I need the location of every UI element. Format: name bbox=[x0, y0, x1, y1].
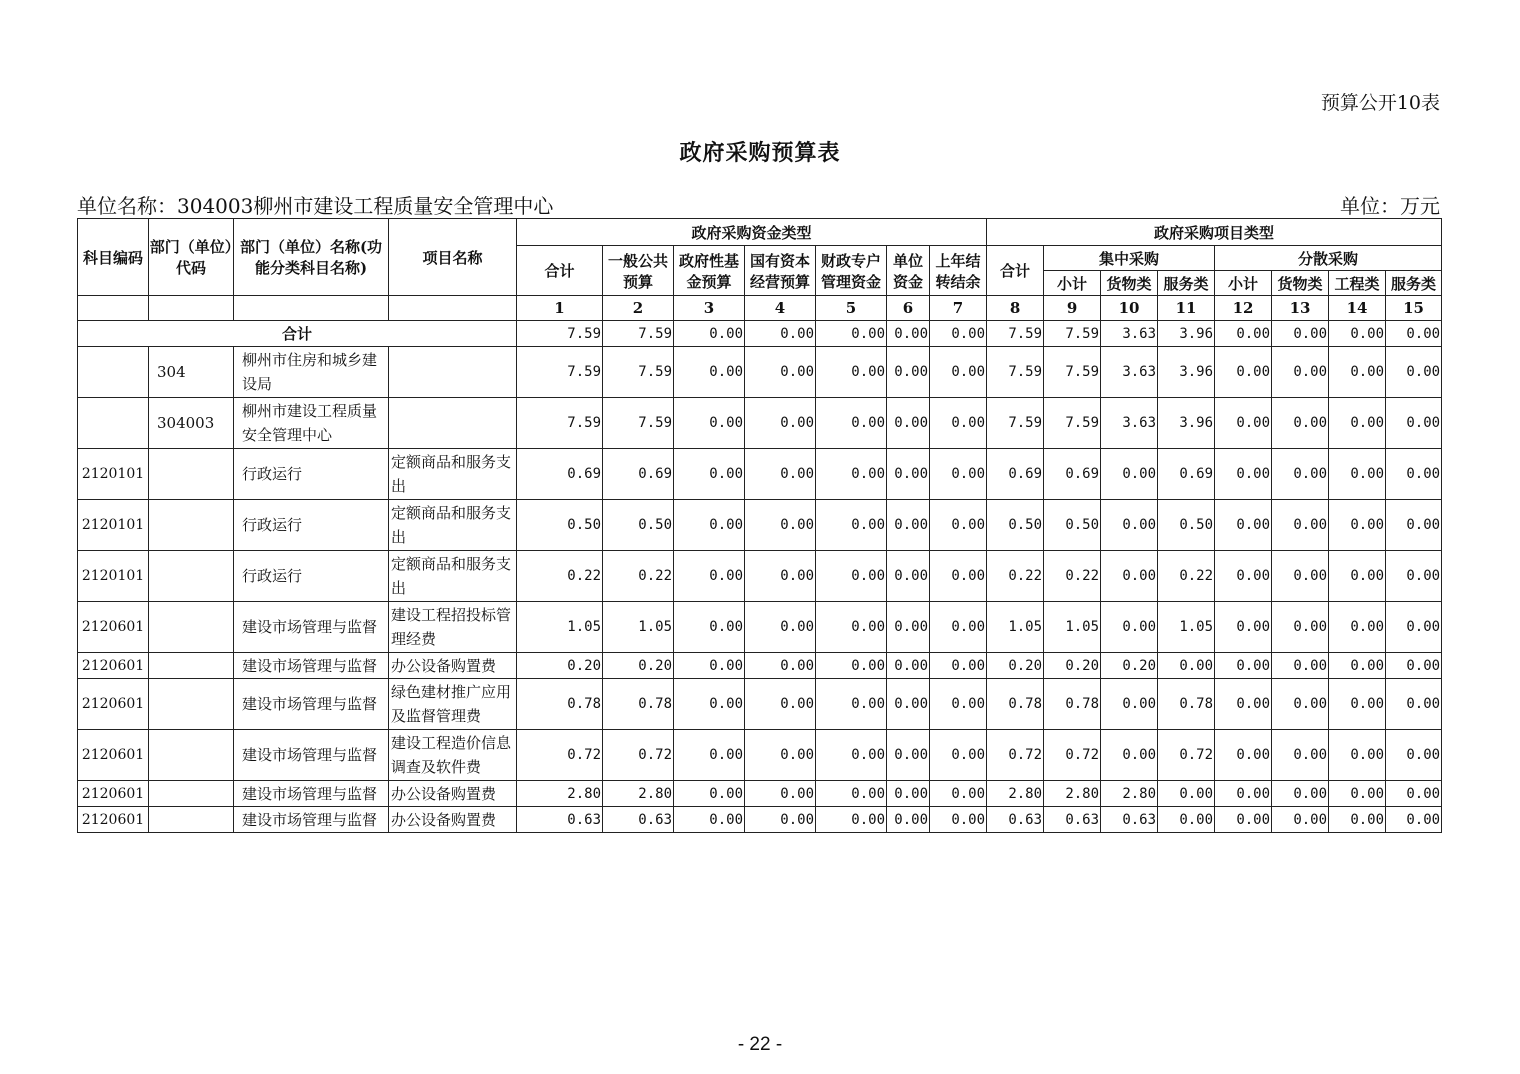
header-subject-code: 科目编码 bbox=[78, 219, 149, 296]
amount-cell: 0.00 bbox=[887, 602, 930, 653]
table-row bbox=[78, 730, 1442, 781]
header-general-budget: 一般公共预算 bbox=[603, 246, 674, 296]
project-name-cell bbox=[389, 347, 517, 398]
header-state-capital: 国有资本经营预算 bbox=[745, 246, 816, 296]
table-row bbox=[78, 653, 1442, 679]
amount-cell: 0.20 bbox=[517, 653, 603, 679]
total-value: 7.59 bbox=[517, 321, 603, 347]
amount-cell: 0.22 bbox=[517, 551, 603, 602]
amount-cell: 0.72 bbox=[987, 730, 1044, 781]
amount-cell: 2.80 bbox=[1101, 781, 1158, 807]
amount-cell: 0.00 bbox=[930, 500, 987, 551]
dept-name-cell: 建设市场管理与监督 bbox=[234, 730, 389, 781]
amount-cell: 0.00 bbox=[1386, 807, 1442, 833]
dept-code-cell bbox=[149, 679, 234, 730]
header-engineering: 工程类 bbox=[1329, 271, 1386, 296]
total-value: 0.00 bbox=[1329, 321, 1386, 347]
amount-cell: 0.00 bbox=[1158, 807, 1215, 833]
page-number: - 22 - bbox=[737, 1034, 783, 1055]
amount-cell: 0.69 bbox=[1158, 449, 1215, 500]
total-value: 3.96 bbox=[1158, 321, 1215, 347]
header-blank bbox=[234, 296, 389, 321]
amount-cell: 0.00 bbox=[674, 449, 745, 500]
header-special-fund: 财政专户管理资金 bbox=[816, 246, 887, 296]
header-subtotal: 小计 bbox=[1044, 271, 1101, 296]
subject-code-cell: 2120101 bbox=[78, 449, 149, 500]
amount-cell: 0.00 bbox=[1329, 398, 1386, 449]
amount-cell: 0.69 bbox=[517, 449, 603, 500]
dept-name-cell: 建设市场管理与监督 bbox=[234, 807, 389, 833]
amount-cell: 0.20 bbox=[987, 653, 1044, 679]
dept-code-cell: 304 bbox=[149, 347, 234, 398]
amount-cell: 0.00 bbox=[1272, 730, 1329, 781]
amount-cell: 0.00 bbox=[1272, 449, 1329, 500]
amount-cell: 0.00 bbox=[1386, 449, 1442, 500]
amount-cell: 0.00 bbox=[1329, 551, 1386, 602]
amount-cell: 0.00 bbox=[887, 653, 930, 679]
amount-cell: 0.00 bbox=[745, 602, 816, 653]
amount-cell: 0.00 bbox=[1272, 398, 1329, 449]
amount-cell: 0.69 bbox=[1044, 449, 1101, 500]
amount-cell: 1.05 bbox=[1158, 602, 1215, 653]
amount-cell: 0.00 bbox=[745, 807, 816, 833]
amount-cell: 0.00 bbox=[674, 653, 745, 679]
amount-cell: 0.00 bbox=[674, 679, 745, 730]
subject-code-cell: 2120601 bbox=[78, 807, 149, 833]
amount-cell: 7.59 bbox=[603, 347, 674, 398]
amount-cell: 0.00 bbox=[674, 551, 745, 602]
total-value: 0.00 bbox=[745, 321, 816, 347]
project-name-cell: 建设工程招投标管理经费 bbox=[389, 602, 517, 653]
dept-code-cell bbox=[149, 730, 234, 781]
amount-cell: 0.00 bbox=[887, 347, 930, 398]
amount-cell: 0.00 bbox=[1215, 449, 1272, 500]
amount-cell: 0.00 bbox=[745, 347, 816, 398]
amount-cell: 0.00 bbox=[745, 679, 816, 730]
unit-measure: 单位：万元 bbox=[1340, 194, 1440, 218]
amount-cell: 0.78 bbox=[1044, 679, 1101, 730]
amount-cell: 0.22 bbox=[603, 551, 674, 602]
amount-cell: 0.00 bbox=[1386, 781, 1442, 807]
amount-cell: 0.00 bbox=[1215, 551, 1272, 602]
total-value: 3.63 bbox=[1101, 321, 1158, 347]
project-name-cell: 定额商品和服务支出 bbox=[389, 500, 517, 551]
amount-cell: 0.00 bbox=[816, 347, 887, 398]
amount-cell: 7.59 bbox=[603, 398, 674, 449]
header-project-type: 政府采购项目类型 bbox=[987, 219, 1442, 246]
header-services: 服务类 bbox=[1158, 271, 1215, 296]
amount-cell: 0.00 bbox=[1329, 602, 1386, 653]
amount-cell: 0.00 bbox=[930, 807, 987, 833]
column-number: 3 bbox=[674, 296, 745, 321]
amount-cell: 3.96 bbox=[1158, 398, 1215, 449]
amount-cell: 0.50 bbox=[987, 500, 1044, 551]
dept-code-cell bbox=[149, 807, 234, 833]
amount-cell: 0.00 bbox=[1386, 602, 1442, 653]
table-row bbox=[78, 449, 1442, 500]
column-number: 4 bbox=[745, 296, 816, 321]
column-number: 14 bbox=[1329, 296, 1386, 321]
column-number: 1 bbox=[517, 296, 603, 321]
amount-cell: 0.22 bbox=[987, 551, 1044, 602]
subject-code-cell: 2120601 bbox=[78, 679, 149, 730]
column-number: 5 bbox=[816, 296, 887, 321]
amount-cell: 0.00 bbox=[1215, 347, 1272, 398]
dept-name-cell: 建设市场管理与监督 bbox=[234, 679, 389, 730]
amount-cell: 0.00 bbox=[1272, 653, 1329, 679]
amount-cell: 0.00 bbox=[930, 679, 987, 730]
amount-cell: 0.00 bbox=[816, 551, 887, 602]
header-project-name: 项目名称 bbox=[389, 219, 517, 296]
dept-code-cell bbox=[149, 449, 234, 500]
amount-cell: 0.00 bbox=[887, 449, 930, 500]
amount-cell: 0.20 bbox=[1044, 653, 1101, 679]
amount-cell: 0.00 bbox=[1215, 653, 1272, 679]
header-blank bbox=[389, 296, 517, 321]
amount-cell: 0.00 bbox=[674, 602, 745, 653]
amount-cell: 0.00 bbox=[1386, 347, 1442, 398]
project-name-cell bbox=[389, 398, 517, 449]
amount-cell: 0.00 bbox=[1272, 781, 1329, 807]
amount-cell: 2.80 bbox=[517, 781, 603, 807]
amount-cell: 0.50 bbox=[1158, 500, 1215, 551]
subject-code-cell: 2120601 bbox=[78, 781, 149, 807]
amount-cell: 0.00 bbox=[1158, 653, 1215, 679]
amount-cell: 0.00 bbox=[1101, 602, 1158, 653]
total-value: 0.00 bbox=[816, 321, 887, 347]
amount-cell: 1.05 bbox=[1044, 602, 1101, 653]
amount-cell: 0.00 bbox=[816, 679, 887, 730]
dept-code-cell bbox=[149, 551, 234, 602]
amount-cell: 0.20 bbox=[603, 653, 674, 679]
dept-name-cell: 行政运行 bbox=[234, 500, 389, 551]
header-subtotal2: 小计 bbox=[1215, 271, 1272, 296]
amount-cell: 0.00 bbox=[1386, 398, 1442, 449]
amount-cell: 0.00 bbox=[887, 398, 930, 449]
dept-code-cell bbox=[149, 500, 234, 551]
amount-cell: 0.00 bbox=[1329, 347, 1386, 398]
procurement-budget-table bbox=[77, 218, 1442, 833]
amount-cell: 7.59 bbox=[987, 347, 1044, 398]
column-number: 2 bbox=[603, 296, 674, 321]
amount-cell: 0.00 bbox=[1272, 347, 1329, 398]
amount-cell: 0.00 bbox=[930, 602, 987, 653]
header-goods2: 货物类 bbox=[1272, 271, 1329, 296]
dept-name-cell: 行政运行 bbox=[234, 551, 389, 602]
amount-cell: 0.00 bbox=[745, 653, 816, 679]
table-row bbox=[78, 807, 1442, 833]
amount-cell: 1.05 bbox=[987, 602, 1044, 653]
column-number: 6 bbox=[887, 296, 930, 321]
amount-cell: 0.00 bbox=[674, 398, 745, 449]
dept-code-cell bbox=[149, 781, 234, 807]
amount-cell: 0.78 bbox=[987, 679, 1044, 730]
amount-cell: 7.59 bbox=[1044, 347, 1101, 398]
amount-cell: 0.00 bbox=[1101, 730, 1158, 781]
amount-cell: 0.00 bbox=[1386, 500, 1442, 551]
unit-info-line bbox=[77, 190, 1440, 219]
header-dept-code: 部门（单位）代码 bbox=[149, 219, 234, 296]
amount-cell: 7.59 bbox=[517, 347, 603, 398]
project-name-cell: 绿色建材推广应用及监督管理费 bbox=[389, 679, 517, 730]
header-unit-fund: 单位资金 bbox=[887, 246, 930, 296]
header-goods: 货物类 bbox=[1101, 271, 1158, 296]
amount-cell: 0.00 bbox=[930, 347, 987, 398]
subject-code-cell: 2120601 bbox=[78, 602, 149, 653]
amount-cell: 0.00 bbox=[745, 781, 816, 807]
amount-cell: 0.00 bbox=[1101, 551, 1158, 602]
amount-cell: 0.00 bbox=[1215, 730, 1272, 781]
amount-cell: 0.63 bbox=[1101, 807, 1158, 833]
amount-cell: 3.63 bbox=[1101, 398, 1158, 449]
amount-cell: 0.00 bbox=[1386, 551, 1442, 602]
table-row bbox=[78, 398, 1442, 449]
amount-cell: 0.00 bbox=[1329, 449, 1386, 500]
column-number: 15 bbox=[1386, 296, 1442, 321]
dept-name-cell: 柳州市建设工程质量安全管理中心 bbox=[234, 398, 389, 449]
header-dispersed: 分散采购 bbox=[1215, 246, 1442, 271]
amount-cell: 0.00 bbox=[887, 807, 930, 833]
total-value: 7.59 bbox=[1044, 321, 1101, 347]
table-row bbox=[78, 500, 1442, 551]
amount-cell: 0.00 bbox=[930, 449, 987, 500]
amount-cell: 2.80 bbox=[603, 781, 674, 807]
total-value: 0.00 bbox=[674, 321, 745, 347]
amount-cell: 0.00 bbox=[1329, 807, 1386, 833]
amount-cell: 0.00 bbox=[1272, 551, 1329, 602]
amount-cell: 0.00 bbox=[930, 398, 987, 449]
amount-cell: 0.00 bbox=[930, 730, 987, 781]
header-services2: 服务类 bbox=[1386, 271, 1442, 296]
amount-cell: 0.00 bbox=[816, 602, 887, 653]
amount-cell: 0.00 bbox=[816, 653, 887, 679]
subject-code-cell: 2120601 bbox=[78, 653, 149, 679]
table-row bbox=[78, 347, 1442, 398]
amount-cell: 0.00 bbox=[1386, 679, 1442, 730]
amount-cell: 7.59 bbox=[1044, 398, 1101, 449]
amount-cell: 0.00 bbox=[816, 500, 887, 551]
amount-cell: 1.05 bbox=[517, 602, 603, 653]
subject-code-cell: 2120101 bbox=[78, 551, 149, 602]
amount-cell: 0.00 bbox=[1329, 679, 1386, 730]
amount-cell: 0.00 bbox=[887, 730, 930, 781]
column-number: 7 bbox=[930, 296, 987, 321]
amount-cell: 0.00 bbox=[816, 807, 887, 833]
total-value: 0.00 bbox=[1215, 321, 1272, 347]
header-carryover: 上年结转结余 bbox=[930, 246, 987, 296]
table-row bbox=[78, 781, 1442, 807]
amount-cell: 0.00 bbox=[887, 551, 930, 602]
amount-cell: 0.00 bbox=[674, 781, 745, 807]
page-title: 政府采购预算表 bbox=[679, 140, 841, 166]
amount-cell: 0.22 bbox=[1158, 551, 1215, 602]
amount-cell: 0.00 bbox=[1329, 781, 1386, 807]
amount-cell: 0.00 bbox=[816, 781, 887, 807]
header-funding-type: 政府采购资金类型 bbox=[517, 219, 987, 246]
amount-cell: 0.00 bbox=[674, 807, 745, 833]
amount-cell: 0.22 bbox=[1044, 551, 1101, 602]
amount-cell: 0.63 bbox=[603, 807, 674, 833]
amount-cell: 0.69 bbox=[603, 449, 674, 500]
dept-code-cell bbox=[149, 653, 234, 679]
amount-cell: 7.59 bbox=[517, 398, 603, 449]
table-row bbox=[78, 679, 1442, 730]
subject-code-cell: 2120601 bbox=[78, 730, 149, 781]
amount-cell: 0.00 bbox=[674, 347, 745, 398]
total-value: 0.00 bbox=[930, 321, 987, 347]
total-value: 0.00 bbox=[887, 321, 930, 347]
total-label: 合计 bbox=[78, 321, 517, 347]
amount-cell: 0.00 bbox=[1101, 500, 1158, 551]
dept-name-cell: 建设市场管理与监督 bbox=[234, 602, 389, 653]
amount-cell: 0.78 bbox=[517, 679, 603, 730]
amount-cell: 0.63 bbox=[517, 807, 603, 833]
project-name-cell: 办公设备购置费 bbox=[389, 781, 517, 807]
amount-cell: 0.00 bbox=[1272, 500, 1329, 551]
amount-cell: 0.00 bbox=[1272, 679, 1329, 730]
amount-cell: 0.00 bbox=[887, 679, 930, 730]
unit-name: 单位名称：304003柳州市建设工程质量安全管理中心 bbox=[77, 194, 554, 218]
subject-code-cell: 2120101 bbox=[78, 500, 149, 551]
header-total2: 合计 bbox=[987, 246, 1044, 296]
amount-cell: 0.00 bbox=[1329, 653, 1386, 679]
amount-cell: 0.00 bbox=[1215, 781, 1272, 807]
column-number: 8 bbox=[987, 296, 1044, 321]
project-name-cell: 定额商品和服务支出 bbox=[389, 449, 517, 500]
amount-cell: 0.00 bbox=[1272, 602, 1329, 653]
amount-cell: 0.00 bbox=[1101, 449, 1158, 500]
table-number-label: 预算公开10表 bbox=[1320, 92, 1440, 114]
header-centralized: 集中采购 bbox=[1044, 246, 1215, 271]
amount-cell: 0.00 bbox=[1158, 781, 1215, 807]
amount-cell: 0.00 bbox=[745, 449, 816, 500]
total-value: 7.59 bbox=[603, 321, 674, 347]
amount-cell: 0.00 bbox=[745, 500, 816, 551]
column-number: 9 bbox=[1044, 296, 1101, 321]
amount-cell: 0.00 bbox=[1215, 679, 1272, 730]
column-number: 11 bbox=[1158, 296, 1215, 321]
amount-cell: 0.00 bbox=[816, 398, 887, 449]
dept-name-cell: 建设市场管理与监督 bbox=[234, 781, 389, 807]
amount-cell: 0.00 bbox=[1386, 653, 1442, 679]
amount-cell: 0.00 bbox=[1215, 807, 1272, 833]
dept-code-cell: 304003 bbox=[149, 398, 234, 449]
amount-cell: 0.69 bbox=[987, 449, 1044, 500]
amount-cell: 0.00 bbox=[745, 551, 816, 602]
header-total: 合计 bbox=[517, 246, 603, 296]
amount-cell: 0.00 bbox=[1215, 398, 1272, 449]
header-blank bbox=[78, 296, 149, 321]
amount-cell: 2.80 bbox=[1044, 781, 1101, 807]
amount-cell: 0.00 bbox=[745, 730, 816, 781]
total-value: 0.00 bbox=[1272, 321, 1329, 347]
amount-cell: 0.00 bbox=[745, 398, 816, 449]
amount-cell: 0.00 bbox=[1272, 807, 1329, 833]
project-name-cell: 建设工程造价信息调查及软件费 bbox=[389, 730, 517, 781]
header-dept-name: 部门（单位）名称(功能分类科目名称) bbox=[234, 219, 389, 296]
amount-cell: 2.80 bbox=[987, 781, 1044, 807]
amount-cell: 3.96 bbox=[1158, 347, 1215, 398]
column-number: 12 bbox=[1215, 296, 1272, 321]
dept-name-cell: 行政运行 bbox=[234, 449, 389, 500]
subject-code-cell bbox=[78, 347, 149, 398]
project-name-cell: 定额商品和服务支出 bbox=[389, 551, 517, 602]
header-fund-budget: 政府性基金预算 bbox=[674, 246, 745, 296]
dept-code-cell bbox=[149, 602, 234, 653]
amount-cell: 7.59 bbox=[987, 398, 1044, 449]
amount-cell: 0.00 bbox=[1329, 500, 1386, 551]
project-name-cell: 办公设备购置费 bbox=[389, 653, 517, 679]
amount-cell: 0.00 bbox=[816, 449, 887, 500]
amount-cell: 3.63 bbox=[1101, 347, 1158, 398]
amount-cell: 0.50 bbox=[1044, 500, 1101, 551]
table-row bbox=[78, 602, 1442, 653]
amount-cell: 0.63 bbox=[1044, 807, 1101, 833]
amount-cell: 0.00 bbox=[1386, 730, 1442, 781]
amount-cell: 0.00 bbox=[674, 500, 745, 551]
amount-cell: 0.72 bbox=[603, 730, 674, 781]
project-name-cell: 办公设备购置费 bbox=[389, 807, 517, 833]
column-number: 10 bbox=[1101, 296, 1158, 321]
total-value: 0.00 bbox=[1386, 321, 1442, 347]
amount-cell: 0.00 bbox=[816, 730, 887, 781]
amount-cell: 0.00 bbox=[930, 781, 987, 807]
amount-cell: 0.00 bbox=[1215, 500, 1272, 551]
amount-cell: 0.50 bbox=[603, 500, 674, 551]
amount-cell: 0.00 bbox=[887, 781, 930, 807]
amount-cell: 0.72 bbox=[517, 730, 603, 781]
table-row bbox=[78, 551, 1442, 602]
amount-cell: 0.00 bbox=[1329, 730, 1386, 781]
amount-cell: 0.00 bbox=[1101, 679, 1158, 730]
amount-cell: 0.63 bbox=[987, 807, 1044, 833]
amount-cell: 0.00 bbox=[887, 500, 930, 551]
total-value: 7.59 bbox=[987, 321, 1044, 347]
amount-cell: 1.05 bbox=[603, 602, 674, 653]
amount-cell: 0.00 bbox=[1215, 602, 1272, 653]
total-row bbox=[78, 321, 1442, 347]
amount-cell: 0.20 bbox=[1101, 653, 1158, 679]
amount-cell: 0.78 bbox=[603, 679, 674, 730]
amount-cell: 0.78 bbox=[1158, 679, 1215, 730]
column-number: 13 bbox=[1272, 296, 1329, 321]
dept-name-cell: 建设市场管理与监督 bbox=[234, 653, 389, 679]
dept-name-cell: 柳州市住房和城乡建设局 bbox=[234, 347, 389, 398]
amount-cell: 0.00 bbox=[930, 653, 987, 679]
amount-cell: 0.50 bbox=[517, 500, 603, 551]
amount-cell: 0.00 bbox=[930, 551, 987, 602]
amount-cell: 0.72 bbox=[1044, 730, 1101, 781]
subject-code-cell bbox=[78, 398, 149, 449]
header-blank bbox=[149, 296, 234, 321]
amount-cell: 0.72 bbox=[1158, 730, 1215, 781]
amount-cell: 0.00 bbox=[674, 730, 745, 781]
